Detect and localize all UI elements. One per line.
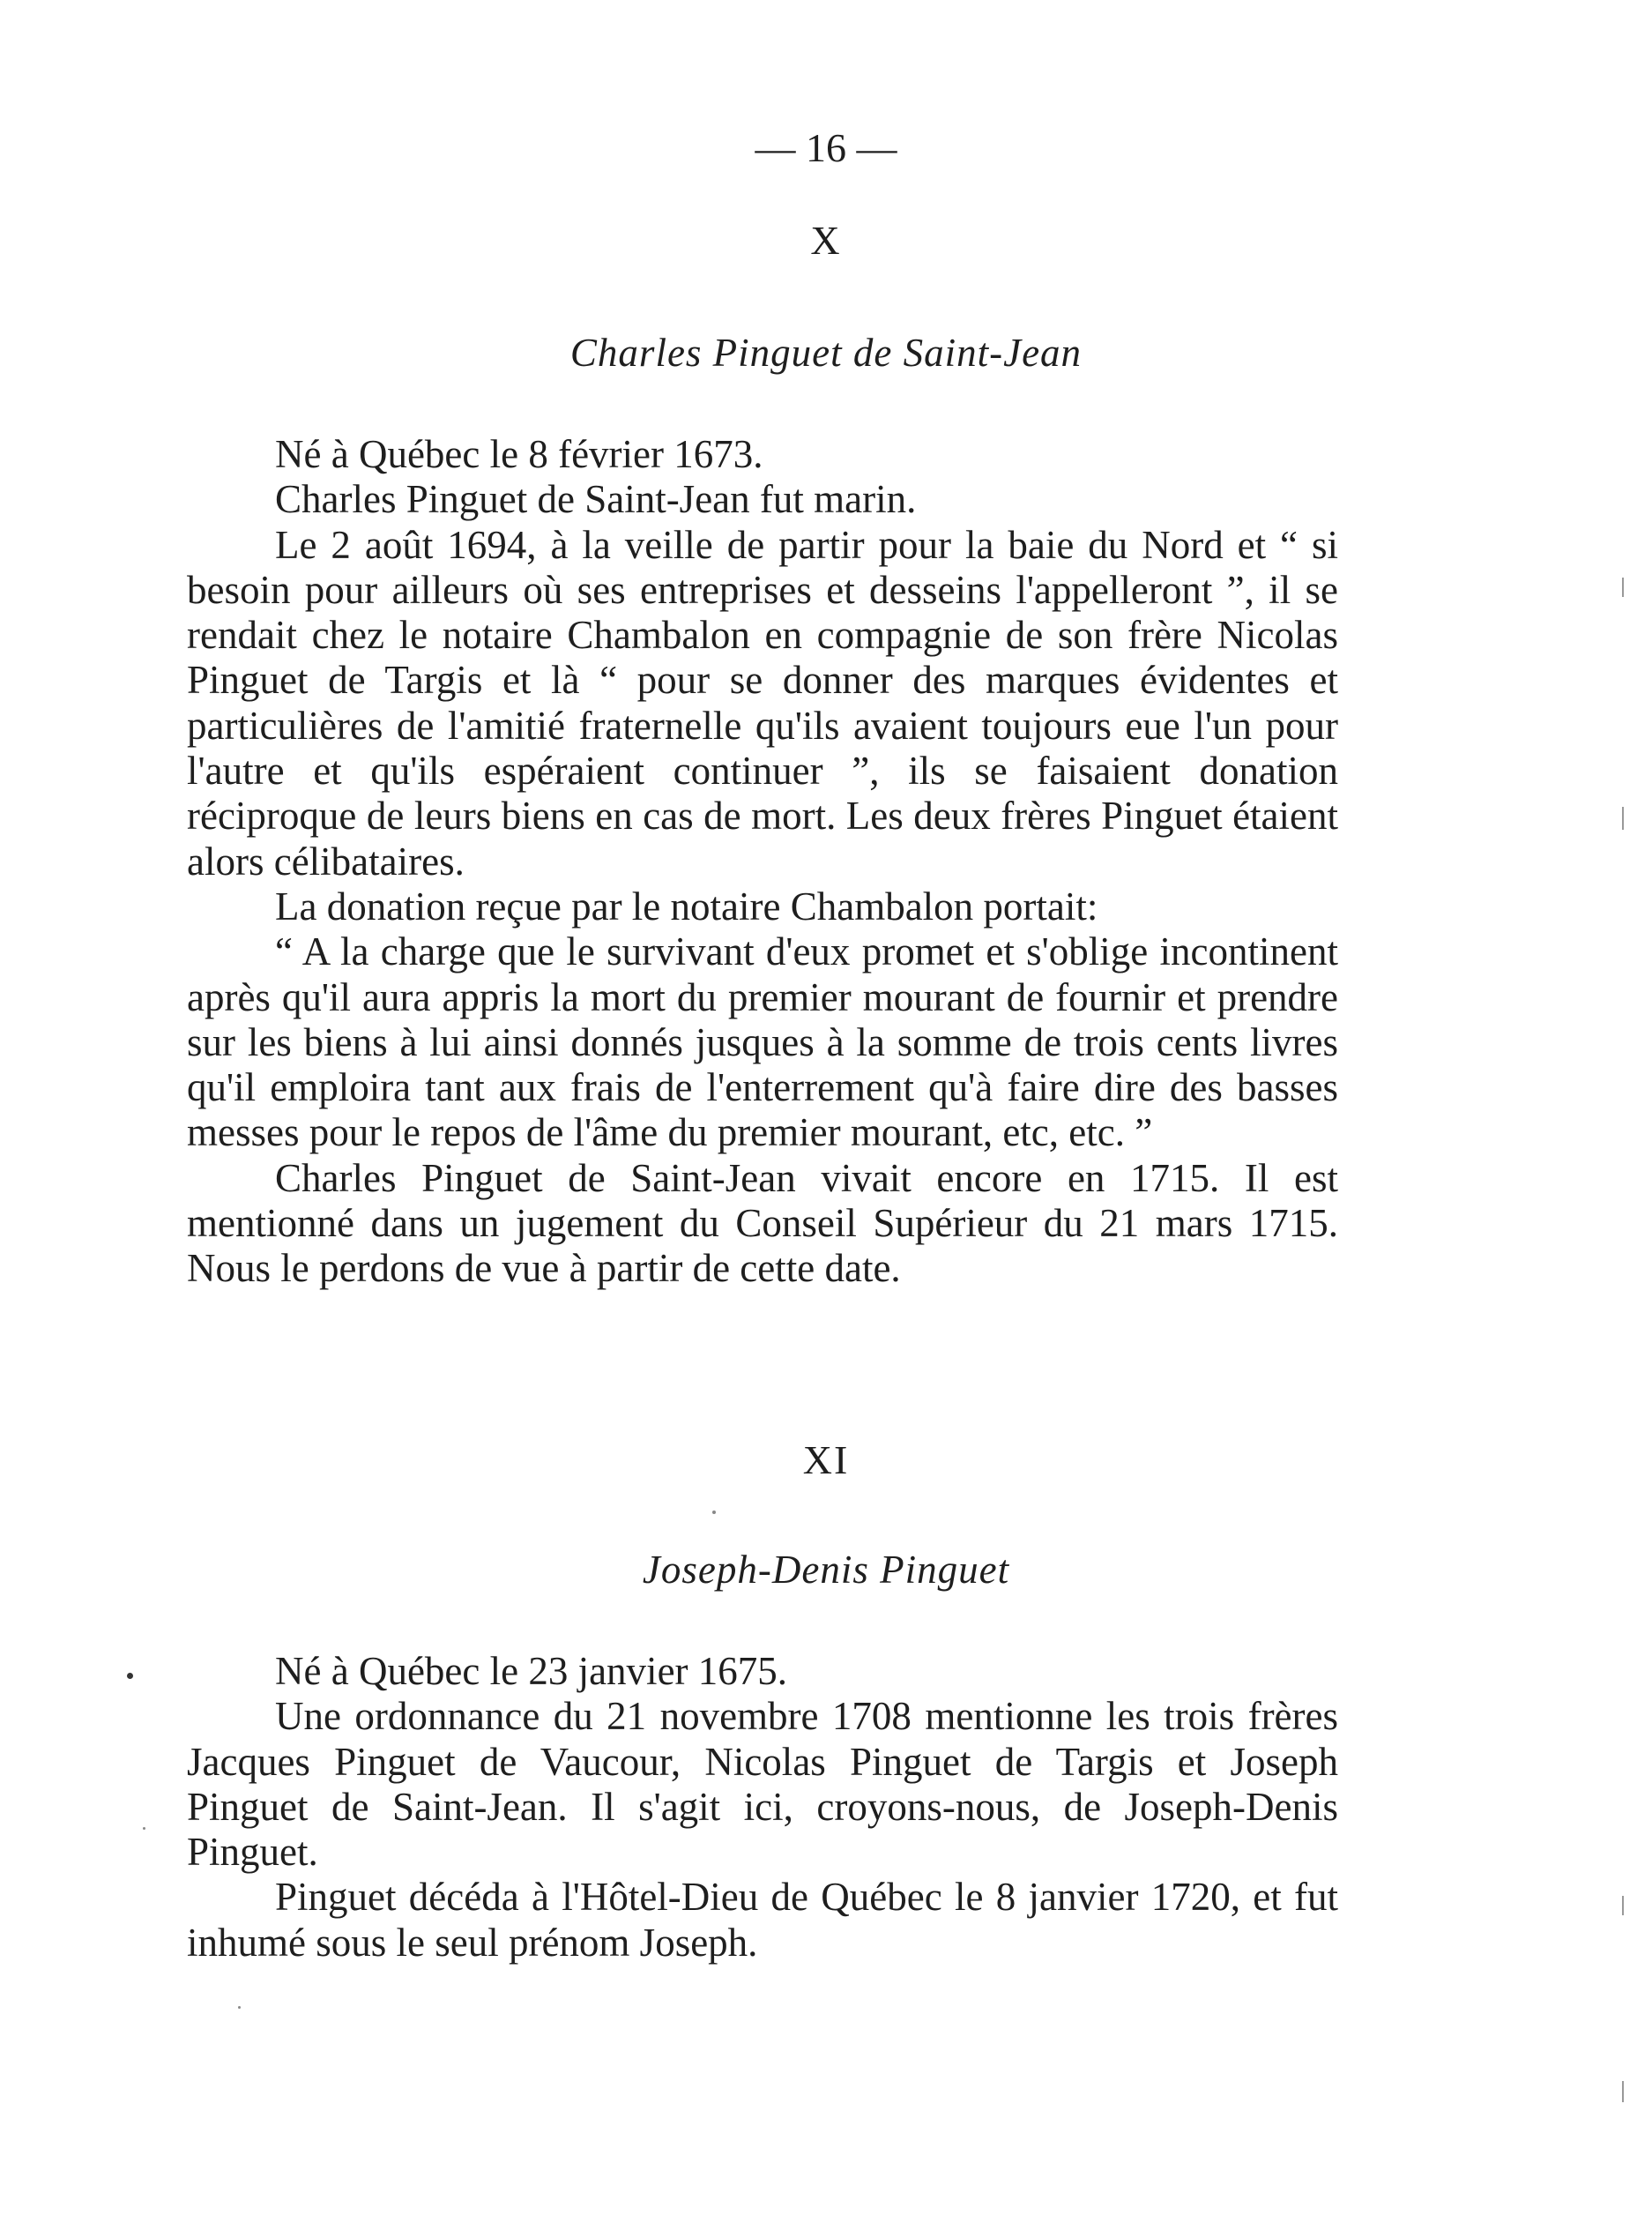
paragraph: Pinguet décéda à l'Hôtel-Dieu de Québec le 8 janvier 1720, et fut inhumé sous le seul prénom Joseph. [187,1875,1338,1965]
section-number: XI [802,1437,850,1482]
section-title: Charles Pinguet de Saint-Jean [569,331,1083,375]
scan-speck [238,2006,241,2009]
page-edge-mark [1622,807,1624,830]
paragraph: Une ordonnance du 21 novembre 1708 mentionne les trois frères Jacques Pinguet de Vaucour, Nicolas Pinguet de Targis et Joseph Pinguet de Saint-Jean. Il s'agit ici, croyons-nous, de Joseph-Denis Pinguet. [187,1694,1338,1875]
page-edge-mark [1622,2081,1624,2102]
page-number: — 16 — [755,125,897,170]
paragraph: Charles Pinguet de Saint-Jean fut marin. [275,477,917,522]
paragraph: Charles Pinguet de Saint-Jean vivait encore en 1715. Il est mentionné dans un jugement du Conseil Supérieur du 21 mars 1715. Nous le perdons de vue à partir de cette date. [187,1155,1338,1291]
paragraph: Né à Québec le 8 février 1673. [275,432,763,476]
paragraph: Le 2 août 1694, à la veille de partir pour la baie du Nord et “ si besoin pour ailleurs où ses entreprises et desseins l'appelleront ”, il se rendait chez le notaire Chambalon en compagnie de son frère Nicolas Pinguet de Targis et là “ pour se donner des marques évidentes et particulières de l'amitié fraternelle qu'ils avaient toujours eue l'un pour l'autre et qu'ils espéraient continuer ”, ils se faisaient donation réciproque de leurs biens en cas de mort. Les deux frères Pinguet étaient alors célibataires. [187,522,1338,884]
scan-speck [143,1827,145,1830]
section-body [187,1649,1338,1966]
scan-speck [712,1511,716,1514]
page-edge-mark [1622,1896,1624,1915]
scan-speck [127,1673,133,1679]
section-title: Joseph-Denis Pinguet [642,1548,1010,1592]
section-number: X [810,218,842,263]
page-edge-mark [1622,578,1624,597]
quoted-paragraph: “ A la charge que le survivant d'eux promet et s'oblige incontinent après qu'il aura appris la mort du premier mourant de fournir et prendre sur les biens à lui ainsi donnés jusques à la somme de trois cents livres qu'il emploira tant aux frais de l'enterrement qu'à faire dire des basses messes pour le repos de l'âme du premier mourant, etc, etc. ” [187,929,1338,1155]
section-body [187,432,1338,1292]
paragraph: La donation reçue par le notaire Chambalon portait: [275,884,1098,929]
paragraph: Né à Québec le 23 janvier 1675. [275,1649,788,1693]
